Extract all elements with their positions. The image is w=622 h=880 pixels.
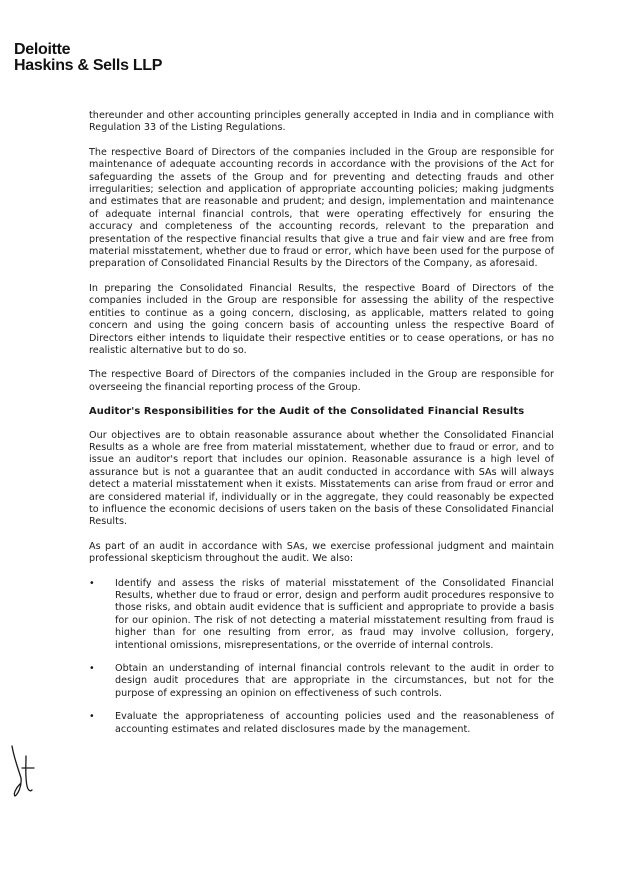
paragraph-compliance: thereunder and other accounting principles generally accepted in India and in compliance with Regulation 33 of the Listing Regulations. xyxy=(89,110,554,134)
list-item-text: Identify and assess the risks of material misstatement of the Consolidated Financial Results, whether due to fraud or error, design and perform audit procedures responsive to those risks, and obtain audit evidence that is sufficient and appropriate to provide a basis for our opinion. The risk of not detecting a material misstatement resulting from fraud is higher than for one resulting from error, as fraud may involve collusion, forgery, intentional omissions, misrepresentations, or the override of internal controls. xyxy=(115,577,554,651)
list-item xyxy=(89,711,554,736)
paragraph-going-concern: In preparing the Consolidated Financial Results, the respective Board of Directors of the companies included in the Group are responsible for assessing the ability of the respective entities to continue as a going concern, disclosing, as applicable, matters related to going concern and using the going concern basis of accounting unless the respective Board of Directors either intends to liquidate their respective entities or to cease operations, or has no realistic alternative but to do so. xyxy=(89,282,554,356)
paragraph-oversight: The respective Board of Directors of the companies included in the Group are responsible for overseeing the financial reporting process of the Group. xyxy=(89,369,554,393)
paragraph-board-responsibility: The respective Board of Directors of the companies included in the Group are responsible for maintenance of adequate accounting records in accordance with the provisions of the Act for safeguarding the assets of the Group and for preventing and detecting frauds and other irregularities; selection and application of appropriate accounting policies; making judgments and estimates that are reasonable and prudent; and design, implementation and maintenance of adequate internal financial controls, that were operating effectively for ensuring the accuracy and completeness of the accounting records, relevant to the preparation and presentation of the respective financial results that give a true and fair view and are free from material misstatement, whether due to fraud or error, which have been used for the purpose of preparation of Consolidated Financial Results by the Directors of the Company, as aforesaid. xyxy=(89,146,554,270)
section-heading: Auditor's Responsibilities for the Audit of the Consolidated Financial Results xyxy=(89,406,525,418)
report-body xyxy=(89,110,554,747)
list-item-text: Evaluate the appropriateness of accounting policies used and the reasonableness of accounting estimates and related disclosures made by the management. xyxy=(115,711,554,735)
responsibilities-list xyxy=(89,578,554,736)
bullet-icon: • xyxy=(89,663,95,675)
paragraph-objectives: Our objectives are to obtain reasonable assurance about whether the Consolidated Financial Results as a whole are free from material misstatement, whether due to fraud or error, and to issue an auditor's report that includes our opinion. Reasonable assurance is a high level of assurance but is not a guarantee that an audit conducted in accordance with SAs will always detect a material misstatement when it exists. Misstatements can arise from fraud or error and are considered material if, individually or in the aggregate, they could reasonably be expected to influence the economic decisions of users taken on the basis of these Consolidated Financial Results. xyxy=(89,429,554,528)
list-item xyxy=(89,663,554,700)
list-item xyxy=(89,578,554,652)
firm-logo xyxy=(14,42,162,74)
bullet-icon: • xyxy=(89,577,95,589)
paragraph-professional-judgment: As part of an audit in accordance with SAs, we exercise professional judgment and maintain professional skepticism throughout the audit. We also: xyxy=(89,540,554,565)
firm-name-line1: Deloitte xyxy=(14,41,71,58)
signature-initials xyxy=(6,738,54,800)
bullet-icon: • xyxy=(89,711,95,723)
firm-name-line2: Haskins & Sells LLP xyxy=(14,57,163,74)
list-item-text: Obtain an understanding of internal financial controls relevant to the audit in order to design audit procedures that are appropriate in the circumstances, but not for the purpose of expressing an opinion on effectiveness of such controls. xyxy=(115,663,554,699)
